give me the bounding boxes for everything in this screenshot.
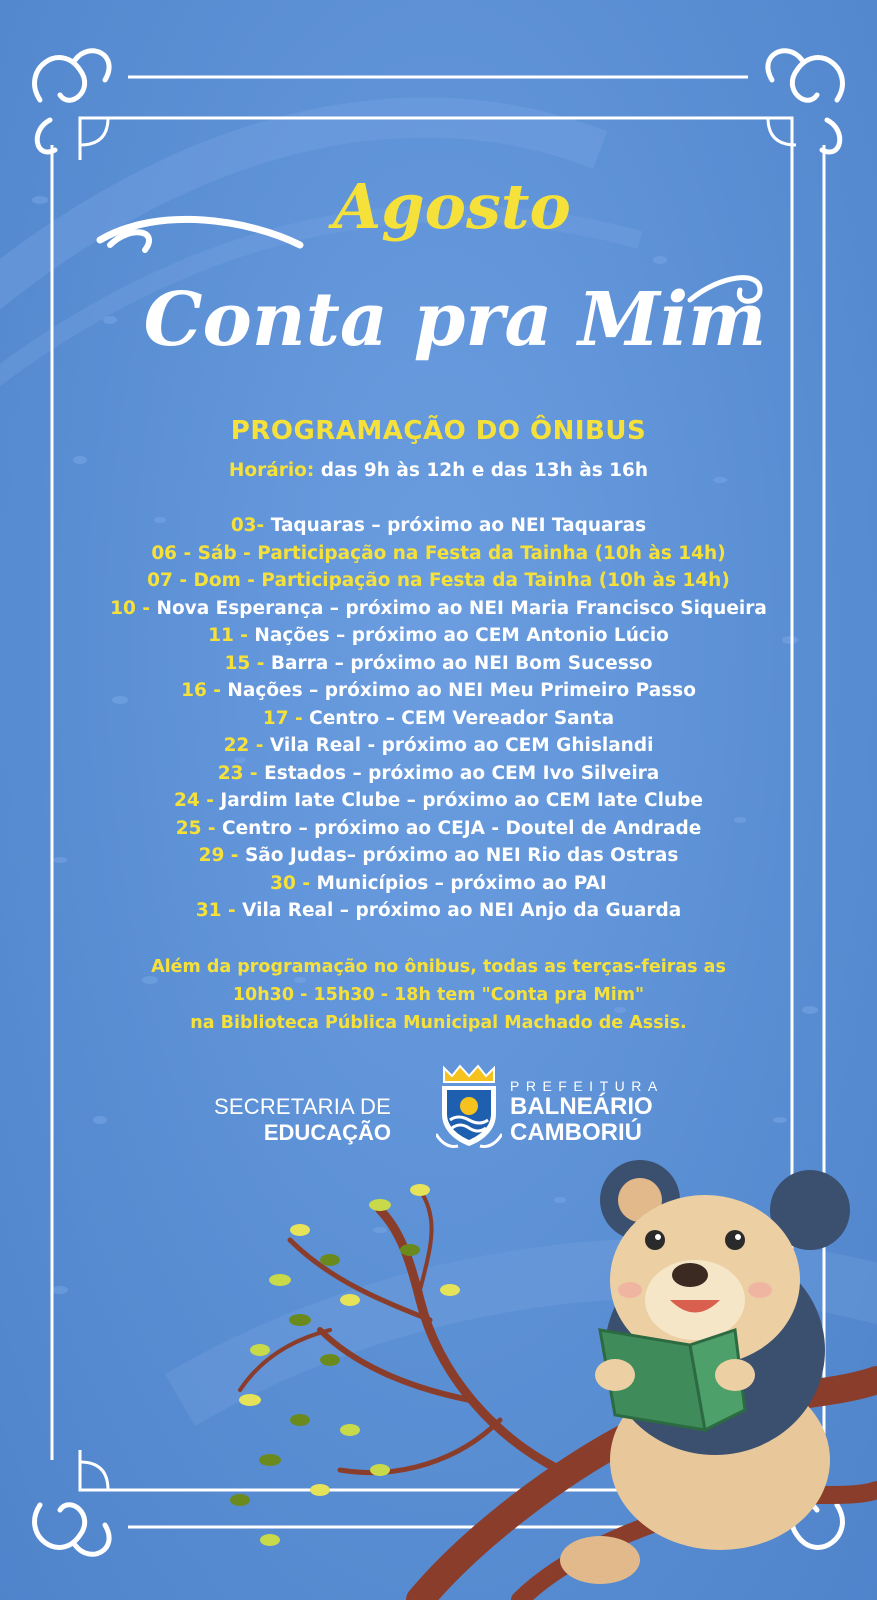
schedule-day: 10 - bbox=[110, 597, 151, 619]
schedule-item bbox=[0, 732, 877, 760]
schedule-item bbox=[0, 595, 877, 623]
schedule-item bbox=[0, 870, 877, 898]
schedule-day: 17 - bbox=[262, 707, 303, 729]
schedule-item bbox=[0, 677, 877, 705]
schedule-day: 15 - bbox=[224, 652, 265, 674]
schedule-day: 03- bbox=[230, 515, 265, 536]
city-name-line1: BALNEÁRIO bbox=[510, 1093, 653, 1120]
schedule-day: 16 - bbox=[181, 680, 221, 701]
schedule-day: 07 - bbox=[147, 570, 188, 591]
schedule-day: 29 - bbox=[198, 845, 239, 866]
schedule-text: Vila Real - próximo ao CEM Ghislandi bbox=[269, 735, 654, 756]
main-title: Conta pra Mim bbox=[143, 277, 767, 363]
schedule-day: 11 - bbox=[208, 625, 248, 646]
schedule-day: 24 - bbox=[174, 790, 214, 811]
schedule-item bbox=[0, 567, 877, 595]
secretaria-logo bbox=[214, 1094, 391, 1146]
schedule-text: Barra – próximo ao NEI Bom Sucesso bbox=[270, 652, 653, 674]
note-line: na Biblioteca Pública Municipal Machado de Assis. bbox=[190, 1013, 687, 1033]
note-line: Além da programação no ônibus, todas as terças-feiras as bbox=[151, 957, 726, 977]
hours-label: Horário: bbox=[228, 460, 315, 481]
month-title: Agosto bbox=[333, 170, 571, 243]
schedule-text: Vila Real – próximo ao NEI Anjo da Guarda bbox=[242, 900, 682, 921]
schedule-day: 31 - bbox=[195, 900, 236, 921]
schedule-item bbox=[0, 540, 877, 568]
schedule-text: Nações – próximo ao NEI Meu Primeiro Passo bbox=[227, 680, 696, 701]
schedule-item bbox=[0, 622, 877, 650]
prefeitura-label: PREFEITURA bbox=[510, 1078, 664, 1094]
schedule-text: Estados – próximo ao CEM Ivo Silveira bbox=[264, 762, 660, 784]
library-note bbox=[0, 953, 877, 1037]
schedule-text: São Judas– próximo ao NEI Rio das Ostras bbox=[244, 845, 679, 866]
note-line: 10h30 - 15h30 - 18h tem "Conta pra Mim" bbox=[232, 985, 645, 1005]
city-name-line2: CAMBORIÚ bbox=[510, 1119, 642, 1146]
schedule-day: 30 - bbox=[270, 872, 311, 894]
schedule-day: 06 - bbox=[151, 542, 192, 564]
teddy-bear bbox=[560, 1160, 850, 1584]
schedule-item bbox=[0, 760, 877, 788]
leaves bbox=[230, 1184, 460, 1546]
program-title: PROGRAMAÇÃO DO ÔNIBUS bbox=[230, 416, 647, 446]
schedule-text: Centro – CEM Vereador Santa bbox=[309, 707, 615, 729]
bus-schedule-list bbox=[0, 512, 877, 925]
bear-on-branch-illustration bbox=[0, 1160, 877, 1600]
schedule-item bbox=[0, 787, 877, 815]
schedule-item bbox=[0, 512, 877, 540]
schedule-text: Centro – próximo ao CEJA - Doutel de Andrade bbox=[222, 817, 702, 839]
schedule-day: 25 - bbox=[175, 817, 216, 839]
schedule-text: Jardim Iate Clube – próximo ao CEM Iate Clube bbox=[220, 790, 703, 811]
schedule-text: Municípios – próximo ao PAI bbox=[316, 872, 607, 894]
schedule-item bbox=[0, 897, 877, 925]
schedule-text: Taquaras – próximo ao NEI Taquaras bbox=[270, 515, 647, 536]
hours-value: das 9h às 12h e das 13h às 16h bbox=[320, 460, 649, 481]
schedule-day: 23 - bbox=[217, 762, 258, 784]
schedule-day: 22 - bbox=[223, 735, 264, 756]
schedule-item bbox=[0, 842, 877, 870]
secretaria-line2: EDUCAÇÃO bbox=[263, 1120, 391, 1145]
schedule-item bbox=[0, 650, 877, 678]
schedule-item bbox=[0, 705, 877, 733]
program-hours bbox=[0, 460, 877, 481]
secretaria-line1: SECRETARIA DE bbox=[213, 1094, 391, 1119]
schedule-text: Dom - Participação na Festa da Tainha (10h às 14h) bbox=[193, 570, 730, 591]
schedule-text: Nações – próximo ao CEM Antonio Lúcio bbox=[254, 625, 669, 646]
header-title bbox=[0, 150, 877, 380]
schedule-item bbox=[0, 815, 877, 843]
schedule-text: Sáb - Participação na Festa da Tainha (10h às 14h) bbox=[197, 542, 726, 564]
schedule-text: Nova Esperança – próximo ao NEI Maria Francisco Siqueira bbox=[156, 597, 767, 619]
prefeitura-logo bbox=[510, 1078, 664, 1146]
city-crest-icon bbox=[436, 1064, 502, 1150]
